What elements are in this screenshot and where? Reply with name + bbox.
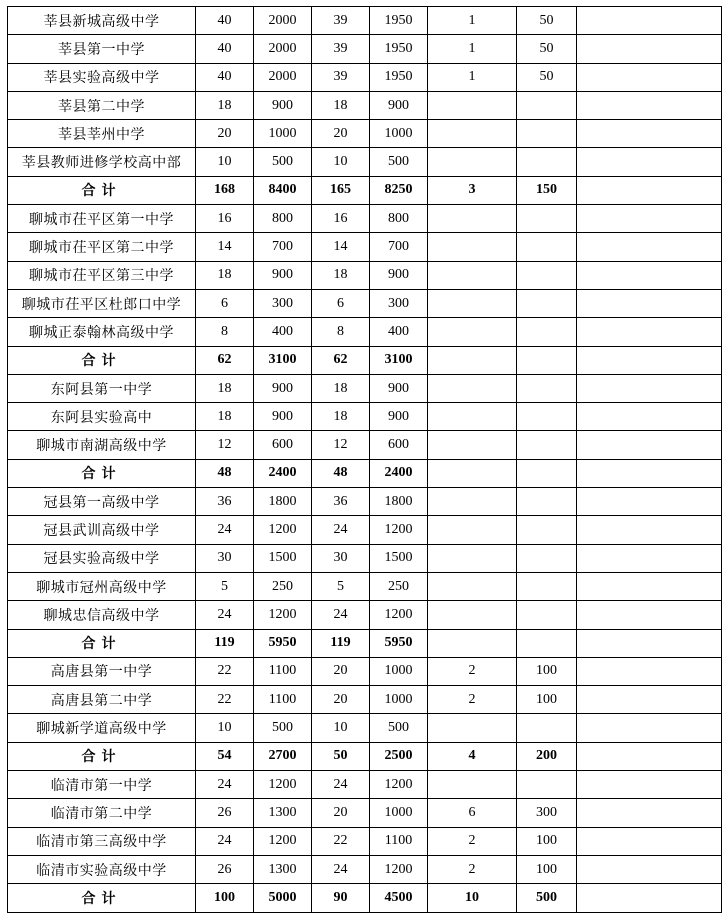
table-body [8,7,722,913]
remark-cell [577,91,722,119]
value-cell-c6 [517,771,577,799]
table-row [8,7,722,35]
value-cell-c1: 18 [196,261,254,289]
value-cell-c2: 2000 [254,63,312,91]
value-cell-c6 [517,516,577,544]
value-cell-c1: 26 [196,799,254,827]
value-cell-c1: 18 [196,403,254,431]
value-cell-c4: 1200 [370,601,428,629]
value-cell-c6 [517,374,577,402]
value-cell-c6 [517,318,577,346]
subtotal-row [8,884,722,912]
value-cell-c6: 200 [517,742,577,770]
value-cell-c5 [428,261,517,289]
school-name-cell: 临清市第一中学 [8,771,196,799]
value-cell-c6 [517,148,577,176]
value-cell-c2: 900 [254,403,312,431]
remark-cell [577,544,722,572]
value-cell-c2: 2000 [254,7,312,35]
value-cell-c2: 900 [254,261,312,289]
value-cell-c1: 40 [196,63,254,91]
value-cell-c4: 1950 [370,63,428,91]
value-cell-c5 [428,601,517,629]
value-cell-c3: 119 [312,629,370,657]
value-cell-c3: 6 [312,289,370,317]
school-name-cell: 临清市实验高级中学 [8,855,196,883]
value-cell-c4: 1950 [370,7,428,35]
value-cell-c5 [428,516,517,544]
school-name-cell: 冠县武训高级中学 [8,516,196,544]
subtotal-row [8,176,722,204]
table-row [8,771,722,799]
table-row [8,827,722,855]
value-cell-c4: 2500 [370,742,428,770]
value-cell-c2: 3100 [254,346,312,374]
value-cell-c2: 300 [254,289,312,317]
value-cell-c4: 2400 [370,459,428,487]
value-cell-c2: 1200 [254,771,312,799]
value-cell-c5: 3 [428,176,517,204]
subtotal-row [8,629,722,657]
value-cell-c3: 10 [312,714,370,742]
table-row [8,233,722,261]
value-cell-c4: 1100 [370,827,428,855]
value-cell-c2: 400 [254,318,312,346]
value-cell-c5 [428,148,517,176]
value-cell-c4: 700 [370,233,428,261]
subtotal-row [8,459,722,487]
value-cell-c3: 24 [312,601,370,629]
value-cell-c3: 48 [312,459,370,487]
value-cell-c6: 50 [517,35,577,63]
school-name-cell: 聊城市冠州高级中学 [8,572,196,600]
remark-cell [577,884,722,912]
value-cell-c3: 50 [312,742,370,770]
remark-cell [577,799,722,827]
value-cell-c2: 1200 [254,827,312,855]
value-cell-c4: 1500 [370,544,428,572]
value-cell-c5 [428,488,517,516]
school-name-cell: 临清市第三高级中学 [8,827,196,855]
value-cell-c5 [428,318,517,346]
value-cell-c3: 39 [312,7,370,35]
value-cell-c5: 4 [428,742,517,770]
value-cell-c5 [428,233,517,261]
value-cell-c5: 1 [428,35,517,63]
value-cell-c2: 700 [254,233,312,261]
value-cell-c2: 800 [254,205,312,233]
value-cell-c2: 500 [254,714,312,742]
remark-cell [577,572,722,600]
value-cell-c4: 3100 [370,346,428,374]
value-cell-c5: 2 [428,657,517,685]
value-cell-c6 [517,91,577,119]
remark-cell [577,629,722,657]
remark-cell [577,7,722,35]
value-cell-c6 [517,289,577,317]
table-row [8,799,722,827]
table-row [8,374,722,402]
school-name-cell: 冠县第一高级中学 [8,488,196,516]
remark-cell [577,516,722,544]
remark-cell [577,176,722,204]
value-cell-c3: 20 [312,120,370,148]
value-cell-c4: 250 [370,572,428,600]
value-cell-c6 [517,572,577,600]
value-cell-c1: 8 [196,318,254,346]
table-row [8,35,722,63]
school-name-cell: 聊城新学道高级中学 [8,714,196,742]
remark-cell [577,289,722,317]
subtotal-row [8,742,722,770]
value-cell-c6: 100 [517,657,577,685]
school-name-cell: 莘县实验高级中学 [8,63,196,91]
value-cell-c2: 1300 [254,855,312,883]
value-cell-c3: 10 [312,148,370,176]
value-cell-c2: 1100 [254,657,312,685]
value-cell-c4: 1200 [370,771,428,799]
remark-cell [577,601,722,629]
value-cell-c3: 39 [312,35,370,63]
value-cell-c1: 16 [196,205,254,233]
value-cell-c4: 1200 [370,855,428,883]
value-cell-c6: 500 [517,884,577,912]
value-cell-c1: 119 [196,629,254,657]
table-row [8,318,722,346]
value-cell-c3: 20 [312,657,370,685]
value-cell-c4: 1200 [370,516,428,544]
school-name-cell: 合计 [8,884,196,912]
remark-cell [577,374,722,402]
school-name-cell: 合计 [8,176,196,204]
value-cell-c5: 2 [428,827,517,855]
value-cell-c1: 6 [196,289,254,317]
school-name-cell: 临清市第二中学 [8,799,196,827]
school-name-cell: 莘县第一中学 [8,35,196,63]
value-cell-c2: 1000 [254,120,312,148]
value-cell-c4: 600 [370,431,428,459]
remark-cell [577,233,722,261]
subtotal-row [8,346,722,374]
school-name-cell: 冠县实验高级中学 [8,544,196,572]
value-cell-c1: 18 [196,374,254,402]
value-cell-c5 [428,91,517,119]
value-cell-c4: 1000 [370,686,428,714]
table-row [8,714,722,742]
remark-cell [577,771,722,799]
value-cell-c2: 250 [254,572,312,600]
value-cell-c3: 5 [312,572,370,600]
value-cell-c5 [428,544,517,572]
remark-cell [577,63,722,91]
value-cell-c1: 22 [196,657,254,685]
value-cell-c6: 100 [517,855,577,883]
remark-cell [577,855,722,883]
value-cell-c1: 54 [196,742,254,770]
value-cell-c6: 300 [517,799,577,827]
value-cell-c6 [517,431,577,459]
value-cell-c5 [428,431,517,459]
value-cell-c4: 4500 [370,884,428,912]
value-cell-c3: 90 [312,884,370,912]
value-cell-c1: 26 [196,855,254,883]
school-name-cell: 聊城忠信高级中学 [8,601,196,629]
table-row [8,544,722,572]
value-cell-c4: 8250 [370,176,428,204]
school-name-cell: 东阿县实验高中 [8,403,196,431]
value-cell-c4: 500 [370,148,428,176]
value-cell-c1: 40 [196,35,254,63]
school-name-cell: 高唐县第一中学 [8,657,196,685]
value-cell-c6 [517,544,577,572]
value-cell-c2: 8400 [254,176,312,204]
value-cell-c3: 24 [312,516,370,544]
value-cell-c3: 62 [312,346,370,374]
value-cell-c1: 10 [196,714,254,742]
value-cell-c1: 62 [196,346,254,374]
value-cell-c6 [517,346,577,374]
value-cell-c1: 5 [196,572,254,600]
value-cell-c6 [517,403,577,431]
value-cell-c3: 16 [312,205,370,233]
value-cell-c5: 1 [428,7,517,35]
remark-cell [577,714,722,742]
value-cell-c3: 18 [312,261,370,289]
school-name-cell: 合计 [8,346,196,374]
value-cell-c6 [517,233,577,261]
school-name-cell: 合计 [8,742,196,770]
value-cell-c2: 2700 [254,742,312,770]
value-cell-c1: 18 [196,91,254,119]
school-name-cell: 高唐县第二中学 [8,686,196,714]
remark-cell [577,488,722,516]
value-cell-c4: 1000 [370,120,428,148]
school-name-cell: 莘县新城高级中学 [8,7,196,35]
school-name-cell: 合计 [8,629,196,657]
value-cell-c5 [428,572,517,600]
value-cell-c5: 2 [428,855,517,883]
remark-cell [577,261,722,289]
remark-cell [577,459,722,487]
table-row [8,516,722,544]
value-cell-c1: 12 [196,431,254,459]
table-row [8,488,722,516]
value-cell-c4: 900 [370,91,428,119]
value-cell-c3: 30 [312,544,370,572]
value-cell-c1: 48 [196,459,254,487]
value-cell-c5 [428,629,517,657]
school-name-cell: 莘县莘州中学 [8,120,196,148]
value-cell-c3: 20 [312,799,370,827]
remark-cell [577,205,722,233]
value-cell-c6 [517,488,577,516]
school-name-cell: 聊城市茌平区第三中学 [8,261,196,289]
value-cell-c5: 10 [428,884,517,912]
value-cell-c3: 24 [312,855,370,883]
value-cell-c6 [517,205,577,233]
value-cell-c1: 24 [196,827,254,855]
value-cell-c3: 14 [312,233,370,261]
value-cell-c5: 6 [428,799,517,827]
value-cell-c3: 24 [312,771,370,799]
value-cell-c2: 600 [254,431,312,459]
remark-cell [577,120,722,148]
remark-cell [577,827,722,855]
value-cell-c6: 50 [517,63,577,91]
value-cell-c5 [428,403,517,431]
school-name-cell: 聊城市南湖高级中学 [8,431,196,459]
school-name-cell: 聊城正泰翰林高级中学 [8,318,196,346]
value-cell-c4: 1800 [370,488,428,516]
remark-cell [577,431,722,459]
value-cell-c1: 22 [196,686,254,714]
remark-cell [577,403,722,431]
table-row [8,63,722,91]
school-name-cell: 莘县教师进修学校高中部 [8,148,196,176]
value-cell-c4: 900 [370,403,428,431]
table-row [8,431,722,459]
value-cell-c6: 100 [517,827,577,855]
value-cell-c6 [517,120,577,148]
remark-cell [577,742,722,770]
value-cell-c1: 24 [196,601,254,629]
value-cell-c5 [428,459,517,487]
value-cell-c1: 168 [196,176,254,204]
value-cell-c1: 30 [196,544,254,572]
value-cell-c4: 500 [370,714,428,742]
value-cell-c3: 18 [312,403,370,431]
value-cell-c2: 1200 [254,601,312,629]
value-cell-c2: 1500 [254,544,312,572]
value-cell-c1: 10 [196,148,254,176]
table-row [8,120,722,148]
value-cell-c4: 400 [370,318,428,346]
value-cell-c1: 40 [196,7,254,35]
value-cell-c5: 2 [428,686,517,714]
remark-cell [577,35,722,63]
school-name-cell: 莘县第二中学 [8,91,196,119]
value-cell-c3: 36 [312,488,370,516]
value-cell-c3: 165 [312,176,370,204]
value-cell-c4: 300 [370,289,428,317]
remark-cell [577,318,722,346]
remark-cell [577,148,722,176]
table-row [8,572,722,600]
value-cell-c6: 150 [517,176,577,204]
value-cell-c4: 900 [370,261,428,289]
value-cell-c5 [428,771,517,799]
table-row [8,601,722,629]
value-cell-c2: 1100 [254,686,312,714]
value-cell-c6 [517,261,577,289]
value-cell-c5 [428,289,517,317]
table-row [8,855,722,883]
value-cell-c2: 1300 [254,799,312,827]
school-name-cell: 合计 [8,459,196,487]
value-cell-c3: 22 [312,827,370,855]
value-cell-c4: 1000 [370,657,428,685]
value-cell-c5 [428,205,517,233]
table-row [8,261,722,289]
value-cell-c2: 900 [254,91,312,119]
value-cell-c2: 5000 [254,884,312,912]
value-cell-c1: 36 [196,488,254,516]
value-cell-c4: 1950 [370,35,428,63]
table-row [8,205,722,233]
value-cell-c6 [517,714,577,742]
value-cell-c3: 39 [312,63,370,91]
value-cell-c4: 800 [370,205,428,233]
value-cell-c3: 12 [312,431,370,459]
value-cell-c2: 2400 [254,459,312,487]
table-row [8,148,722,176]
remark-cell [577,686,722,714]
value-cell-c1: 20 [196,120,254,148]
value-cell-c2: 1200 [254,516,312,544]
value-cell-c5 [428,120,517,148]
table-row [8,403,722,431]
value-cell-c1: 24 [196,771,254,799]
value-cell-c6: 50 [517,7,577,35]
school-name-cell: 聊城市茌平区第二中学 [8,233,196,261]
school-name-cell: 聊城市茌平区第一中学 [8,205,196,233]
value-cell-c6 [517,459,577,487]
value-cell-c2: 5950 [254,629,312,657]
value-cell-c6: 100 [517,686,577,714]
value-cell-c3: 18 [312,374,370,402]
value-cell-c1: 14 [196,233,254,261]
value-cell-c5 [428,374,517,402]
value-cell-c6 [517,629,577,657]
table-row [8,289,722,317]
remark-cell [577,346,722,374]
value-cell-c1: 24 [196,516,254,544]
enrollment-table [7,6,722,913]
table-row [8,91,722,119]
remark-cell [577,657,722,685]
value-cell-c5: 1 [428,63,517,91]
value-cell-c6 [517,601,577,629]
value-cell-c2: 500 [254,148,312,176]
value-cell-c4: 1000 [370,799,428,827]
table-row [8,657,722,685]
value-cell-c2: 900 [254,374,312,402]
value-cell-c3: 18 [312,91,370,119]
value-cell-c4: 5950 [370,629,428,657]
school-name-cell: 聊城市茌平区杜郎口中学 [8,289,196,317]
value-cell-c5 [428,714,517,742]
value-cell-c5 [428,346,517,374]
value-cell-c3: 8 [312,318,370,346]
value-cell-c3: 20 [312,686,370,714]
value-cell-c2: 2000 [254,35,312,63]
table-row [8,686,722,714]
value-cell-c2: 1800 [254,488,312,516]
value-cell-c1: 100 [196,884,254,912]
school-name-cell: 东阿县第一中学 [8,374,196,402]
value-cell-c4: 900 [370,374,428,402]
